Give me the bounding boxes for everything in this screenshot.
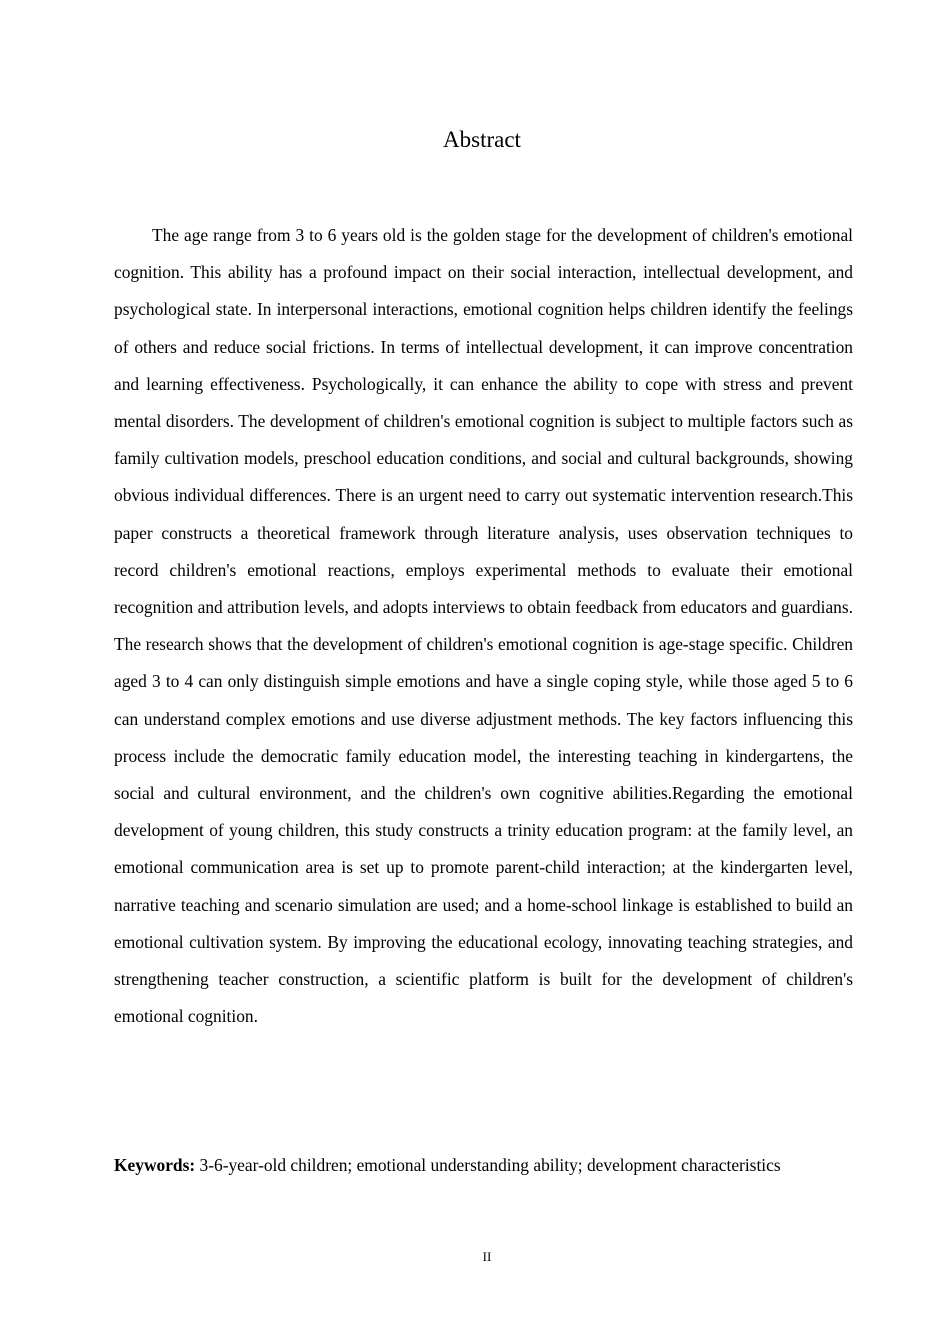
abstract-paragraph: The age range from 3 to 6 years old is the golden stage for the development of children's emotional cognition. This ability has a profound impact on their social interaction, intellectual development, and psychological state. In interpersonal interactions, emotional cognition helps children identify the feelings of others and reduce social frictions. In terms of intellectual development, it can improve concentration and learning effectiveness. Psychologically, it can enhance the ability to cope with stress and prevent mental disorders. The development of children's emotional cognition is subject to multiple factors such as family cultivation models, preschool education conditions, and social and cultural backgrounds, showing obvious individual differences. There is an urgent need to carry out systematic intervention research.This paper constructs a theoretical framework through literature analysis, uses observation techniques to record children's emotional reactions, employs experimental methods to evaluate their emotional recognition and attribution levels, and adopts interviews to obtain feedback from educators and guardians. The research shows that the development of children's emotional cognition is age-stage specific. Children aged 3 to 4 can only distinguish simple emotions and have a single coping style, while those aged 5 to 6 can understand complex emotions and use diverse adjustment methods. The key factors influencing this process include the democratic family education model, the interesting teaching in kindergartens, the social and cultural environment, and the children's own cognitive abilities.Regarding the emotional development of young children, this study constructs a trinity education program: at the family level, an emotional communication area is set up to promote parent-child interaction; at the kindergarten level, narrative teaching and scenario simulation are used; and a home-school linkage is established to build an emotional cultivation system. By improving the educational ecology, innovating teaching strategies, and strengthening teacher construction, a scientific platform is built for the development of children's emotional cognition.: [114, 225, 853, 1027]
keywords-label: Keywords:: [114, 1155, 196, 1175]
keywords-line: [114, 1149, 874, 1181]
page-number: II: [482, 1249, 492, 1264]
keywords-value: 3-6-year-old children; emotional understanding ability; development characteristics: [199, 1155, 781, 1175]
page-title: Abstract: [443, 127, 521, 152]
